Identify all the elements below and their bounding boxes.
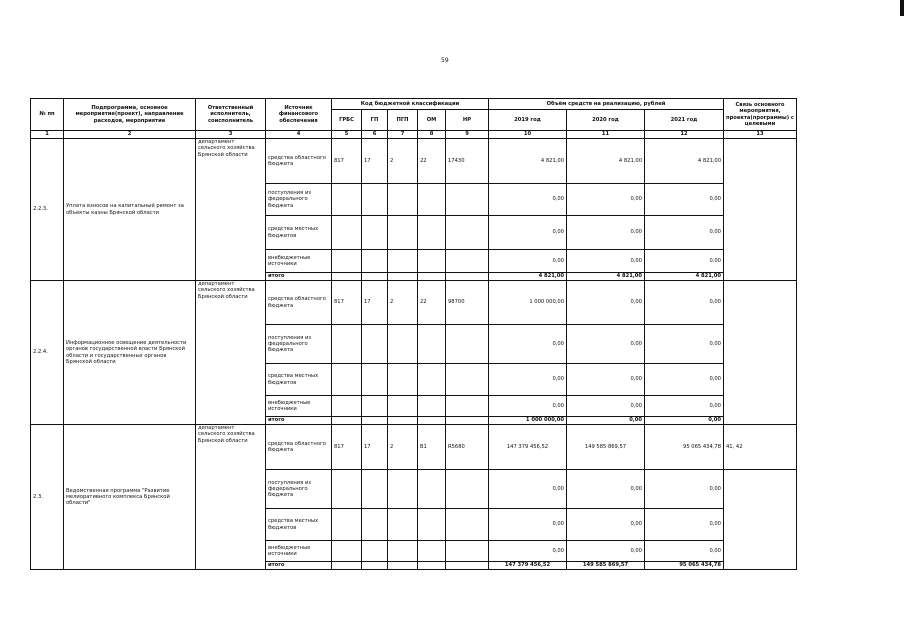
value-2019: 0,00 <box>489 470 567 509</box>
col-number: 3 <box>196 131 266 139</box>
value-2019: 0,00 <box>489 216 567 250</box>
col-number: 4 <box>266 131 332 139</box>
value-2019: 0,00 <box>489 184 567 216</box>
header-grbs: ГРБС <box>332 110 362 131</box>
value-2020: 0,00 <box>567 216 645 250</box>
row-num: 2.2.4. <box>31 281 64 425</box>
value-2021: 0,00 <box>645 184 724 216</box>
source-regional: средства областного бюджета <box>266 425 332 470</box>
responsible: департамент сельского хозяйства Брянской области <box>196 139 266 281</box>
total-2020: 149 585 869,57 <box>567 562 645 570</box>
value-2019: 147 379 456,52 <box>489 425 567 470</box>
value-2021: 0,00 <box>645 396 724 417</box>
value-2021: 0,00 <box>645 281 724 325</box>
source-extra: внебюджетные источники <box>266 396 332 417</box>
value-2019: 0,00 <box>489 325 567 364</box>
code-pgp: 2 <box>388 425 418 470</box>
code-om: 22 <box>418 139 446 184</box>
value-2021: 0,00 <box>645 470 724 509</box>
code-om: 22 <box>418 281 446 325</box>
value-2019: 0,00 <box>489 396 567 417</box>
column-number-row <box>31 131 797 139</box>
value-2019: 0,00 <box>489 509 567 541</box>
value-2021: 0,00 <box>645 250 724 273</box>
total-2021: 4 821,00 <box>645 273 724 281</box>
value-2020: 0,00 <box>567 281 645 325</box>
value-2019: 0,00 <box>489 364 567 396</box>
header-budget-code: Код бюджетной классификации <box>332 99 489 110</box>
source-regional: средства областного бюджета <box>266 139 332 184</box>
value-2019: 0,00 <box>489 250 567 273</box>
total-2019: 4 821,00 <box>489 273 567 281</box>
source-local: средства местных бюджетов <box>266 364 332 396</box>
program-name: Ведомственная программа "Развитие мелиоративного комплекса Брянской области" <box>64 425 196 570</box>
value-2019: 4 821,00 <box>489 139 567 184</box>
source-local: средства местных бюджетов <box>266 509 332 541</box>
value-2020: 0,00 <box>567 541 645 562</box>
value-2021: 0,00 <box>645 325 724 364</box>
source-federal: поступления из федерального бюджета <box>266 470 332 509</box>
header-source: Источник финансового обеспечения <box>266 99 332 131</box>
table-row <box>31 425 797 470</box>
link-cell <box>724 139 797 281</box>
value-2021: 0,00 <box>645 509 724 541</box>
code-grbs: 817 <box>332 281 362 325</box>
link-cell <box>724 281 797 425</box>
value-2020: 149 585 869,57 <box>567 425 645 470</box>
col-number: 12 <box>645 131 724 139</box>
col-number: 9 <box>446 131 489 139</box>
code-gp: 17 <box>362 281 388 325</box>
source-total: итого <box>266 562 332 570</box>
col-number: 13 <box>724 131 797 139</box>
source-total: итого <box>266 273 332 281</box>
program-name: Информационное освещение деятельности органов государственной власти Брянской области и государственных органов Брянской области <box>64 281 196 425</box>
header-2019: 2019 год <box>489 110 567 131</box>
value-2019: 1 000 000,00 <box>489 281 567 325</box>
value-2021: 4 821,00 <box>645 139 724 184</box>
total-2020: 4 821,00 <box>567 273 645 281</box>
source-extra: внебюджетные источники <box>266 250 332 273</box>
header-responsible: Ответственный исполнитель, соисполнитель <box>196 99 266 131</box>
value-2020: 0,00 <box>567 509 645 541</box>
budget-table <box>30 98 797 570</box>
col-number: 7 <box>388 131 418 139</box>
code-pgp: 2 <box>388 139 418 184</box>
source-total: итого <box>266 417 332 425</box>
row-num: 2.2.3. <box>31 139 64 281</box>
header-om: ОМ <box>418 110 446 131</box>
source-federal: поступления из федерального бюджета <box>266 325 332 364</box>
link-cell: 41, 42 <box>724 425 797 470</box>
header-pgp: ПГП <box>388 110 418 131</box>
row-num: 2.3. <box>31 425 64 570</box>
header-2021: 2021 год <box>645 110 724 131</box>
value-2020: 0,00 <box>567 364 645 396</box>
value-2020: 0,00 <box>567 325 645 364</box>
value-2020: 4 821,00 <box>567 139 645 184</box>
value-2021: 95 065 434,78 <box>645 425 724 470</box>
col-number: 5 <box>332 131 362 139</box>
header-volume: Объём средств на реализацию, рублей <box>489 99 724 110</box>
value-2021: 0,00 <box>645 364 724 396</box>
total-2021: 0,00 <box>645 417 724 425</box>
header-nr: НР <box>446 110 489 131</box>
source-regional: средства областного бюджета <box>266 281 332 325</box>
total-2021: 95 065 434,78 <box>645 562 724 570</box>
header-gp: ГП <box>362 110 388 131</box>
value-2021: 0,00 <box>645 216 724 250</box>
col-number: 10 <box>489 131 567 139</box>
value-2020: 0,00 <box>567 250 645 273</box>
code-pgp: 2 <box>388 281 418 325</box>
col-number: 8 <box>418 131 446 139</box>
header-num: № пп <box>31 99 64 131</box>
value-2020: 0,00 <box>567 184 645 216</box>
code-gp: 17 <box>362 425 388 470</box>
code-nr: 17430 <box>446 139 489 184</box>
source-federal: поступления из федерального бюджета <box>266 184 332 216</box>
code-nr: R5680 <box>446 425 489 470</box>
total-2019: 147 379 456,52 <box>489 562 567 570</box>
table-row <box>31 139 797 184</box>
total-2019: 1 000 000,00 <box>489 417 567 425</box>
code-grbs: 817 <box>332 425 362 470</box>
total-2020: 0,00 <box>567 417 645 425</box>
code-om: В1 <box>418 425 446 470</box>
edge-mark <box>900 0 904 16</box>
header-program: Подпрограмма, основное мероприятие(проект), направление расходов, мероприятие <box>64 99 196 131</box>
responsible: департамент сельского хозяйства Брянской области <box>196 281 266 425</box>
responsible: департамент сельского хозяйства Брянской области <box>196 425 266 570</box>
code-grbs: 817 <box>332 139 362 184</box>
header-link: Связь основного мероприятия, проекта(программы) с целевыми <box>724 99 797 131</box>
code-nr: 98700 <box>446 281 489 325</box>
col-number: 1 <box>31 131 64 139</box>
col-number: 6 <box>362 131 388 139</box>
col-number: 11 <box>567 131 645 139</box>
page-number: 59 <box>441 57 449 64</box>
value-2020: 0,00 <box>567 470 645 509</box>
code-gp: 17 <box>362 139 388 184</box>
header-2020: 2020 год <box>567 110 645 131</box>
source-extra: внебюджетные источники <box>266 541 332 562</box>
col-number: 2 <box>64 131 196 139</box>
value-2020: 0,00 <box>567 396 645 417</box>
table-row <box>31 281 797 325</box>
value-2019: 0,00 <box>489 541 567 562</box>
program-name: Уплата взносов на капитальный ремонт за объекты казны Брянской области <box>64 139 196 281</box>
source-local: средства местных бюджетов <box>266 216 332 250</box>
value-2021: 0,00 <box>645 541 724 562</box>
